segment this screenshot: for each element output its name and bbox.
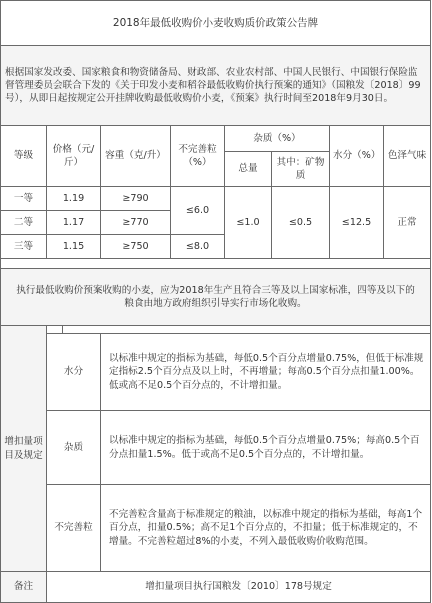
spacer-row — [1, 259, 431, 269]
grade-cell: 一等 — [1, 187, 47, 211]
adjust-item-rule: 不完善粒含量高于标准规定的粮油，以标准中规定的指标为基础，每高1个百分点，扣量0.5%；高不足1个百分点的，不扣量；低于标准规定的，不增量。不完善粒超过8%的小麦，不列入最低收购价收购范围。 — [101, 485, 431, 572]
header-impurity-mineral: 其中：矿物质 — [272, 152, 330, 187]
header-imperfect: 不完善粒（%） — [171, 126, 225, 187]
grade-cell: 三等 — [1, 235, 47, 259]
imperfect-cell-grade-1-2: ≤6.0 — [171, 187, 225, 235]
adjust-item-name: 不完善粒 — [47, 485, 101, 572]
header-impurity-total: 总量 — [225, 152, 272, 187]
adjust-spacer-cell — [63, 326, 431, 334]
impurity-total-cell: ≤1.0 — [225, 187, 272, 259]
header-grade: 等级 — [1, 126, 47, 187]
spacer-cell — [1, 259, 431, 269]
density-cell: ≥790 — [101, 187, 171, 211]
moisture-cell: ≤12.5 — [330, 187, 384, 259]
impurity-mineral-cell: ≤0.5 — [272, 187, 330, 259]
adjust-label: 增扣量项目及规定 — [1, 326, 47, 572]
adjust-item-row — [1, 485, 431, 572]
density-cell: ≥770 — [101, 211, 171, 235]
header-density: 容重（克/升） — [101, 126, 171, 187]
header-price: 价格（元/斤） — [47, 126, 101, 187]
grade-cell: 二等 — [1, 211, 47, 235]
note-text: 增扣量项目执行国粮发〔2010〕178号规定 — [47, 572, 431, 603]
grade-row — [1, 187, 431, 211]
price-cell: 1.15 — [47, 235, 101, 259]
intro-row — [1, 46, 431, 126]
requirement-row — [1, 269, 431, 326]
header-moisture: 水分（%） — [330, 126, 384, 187]
adjust-item-rule: 以标准中规定的指标为基础，每低0.5个百分点增量0.75%，但低于标准规定指标2.5个百分点及以上时，不再增量；每高0.5个百分点扣量1.00%。低或高不足0.5个百分点的，不计增扣量。 — [101, 334, 431, 411]
price-cell: 1.19 — [47, 187, 101, 211]
adjust-item-name: 水分 — [47, 334, 101, 411]
adjust-item-row — [1, 411, 431, 485]
imperfect-cell-grade-3: ≤8.0 — [171, 235, 225, 259]
adjust-item-row — [1, 334, 431, 411]
header-color-odor: 色泽气味 — [384, 126, 431, 187]
title-row — [1, 1, 431, 46]
density-cell: ≥750 — [101, 235, 171, 259]
intro-paragraph: 根据国家发改委、国家粮食和物资储备局、财政部、农业农村部、中国人民银行、中国银行保险监督管理委员会联合下发的《关于印发小麦和稻谷最低收购价执行预案的通知》（国粮发〔2018〕99号），从即日起按规定公开挂牌收购最低收购价小麦，《预案》执行时间至2018年9月30日。 — [1, 46, 431, 126]
note-row — [1, 572, 431, 603]
notice-title: 2018年最低收购价小麦收购质价政策公告牌 — [1, 1, 431, 46]
price-cell: 1.17 — [47, 211, 101, 235]
note-label: 备注 — [1, 572, 47, 603]
header-row — [1, 126, 431, 152]
adjust-spacer-row — [1, 326, 431, 334]
header-impurity: 杂质（%） — [225, 126, 330, 152]
adjust-item-rule: 以标准中规定的指标为基础，每低0.5个百分点增量0.75%；每高0.5个百分点扣量1.5%。低于或高不足0.5个百分点的，不计增扣量。 — [101, 411, 431, 485]
color-odor-cell: 正常 — [384, 187, 431, 259]
requirement-text: 执行最低收购价预案收购的小麦，应为2018年生产且符合三等及以上国家标准，四等及以下的粮食由地方政府组织引导实行市场化收购。 — [1, 269, 431, 326]
adjust-spacer-cell — [47, 326, 63, 334]
adjust-item-name: 杂质 — [47, 411, 101, 485]
